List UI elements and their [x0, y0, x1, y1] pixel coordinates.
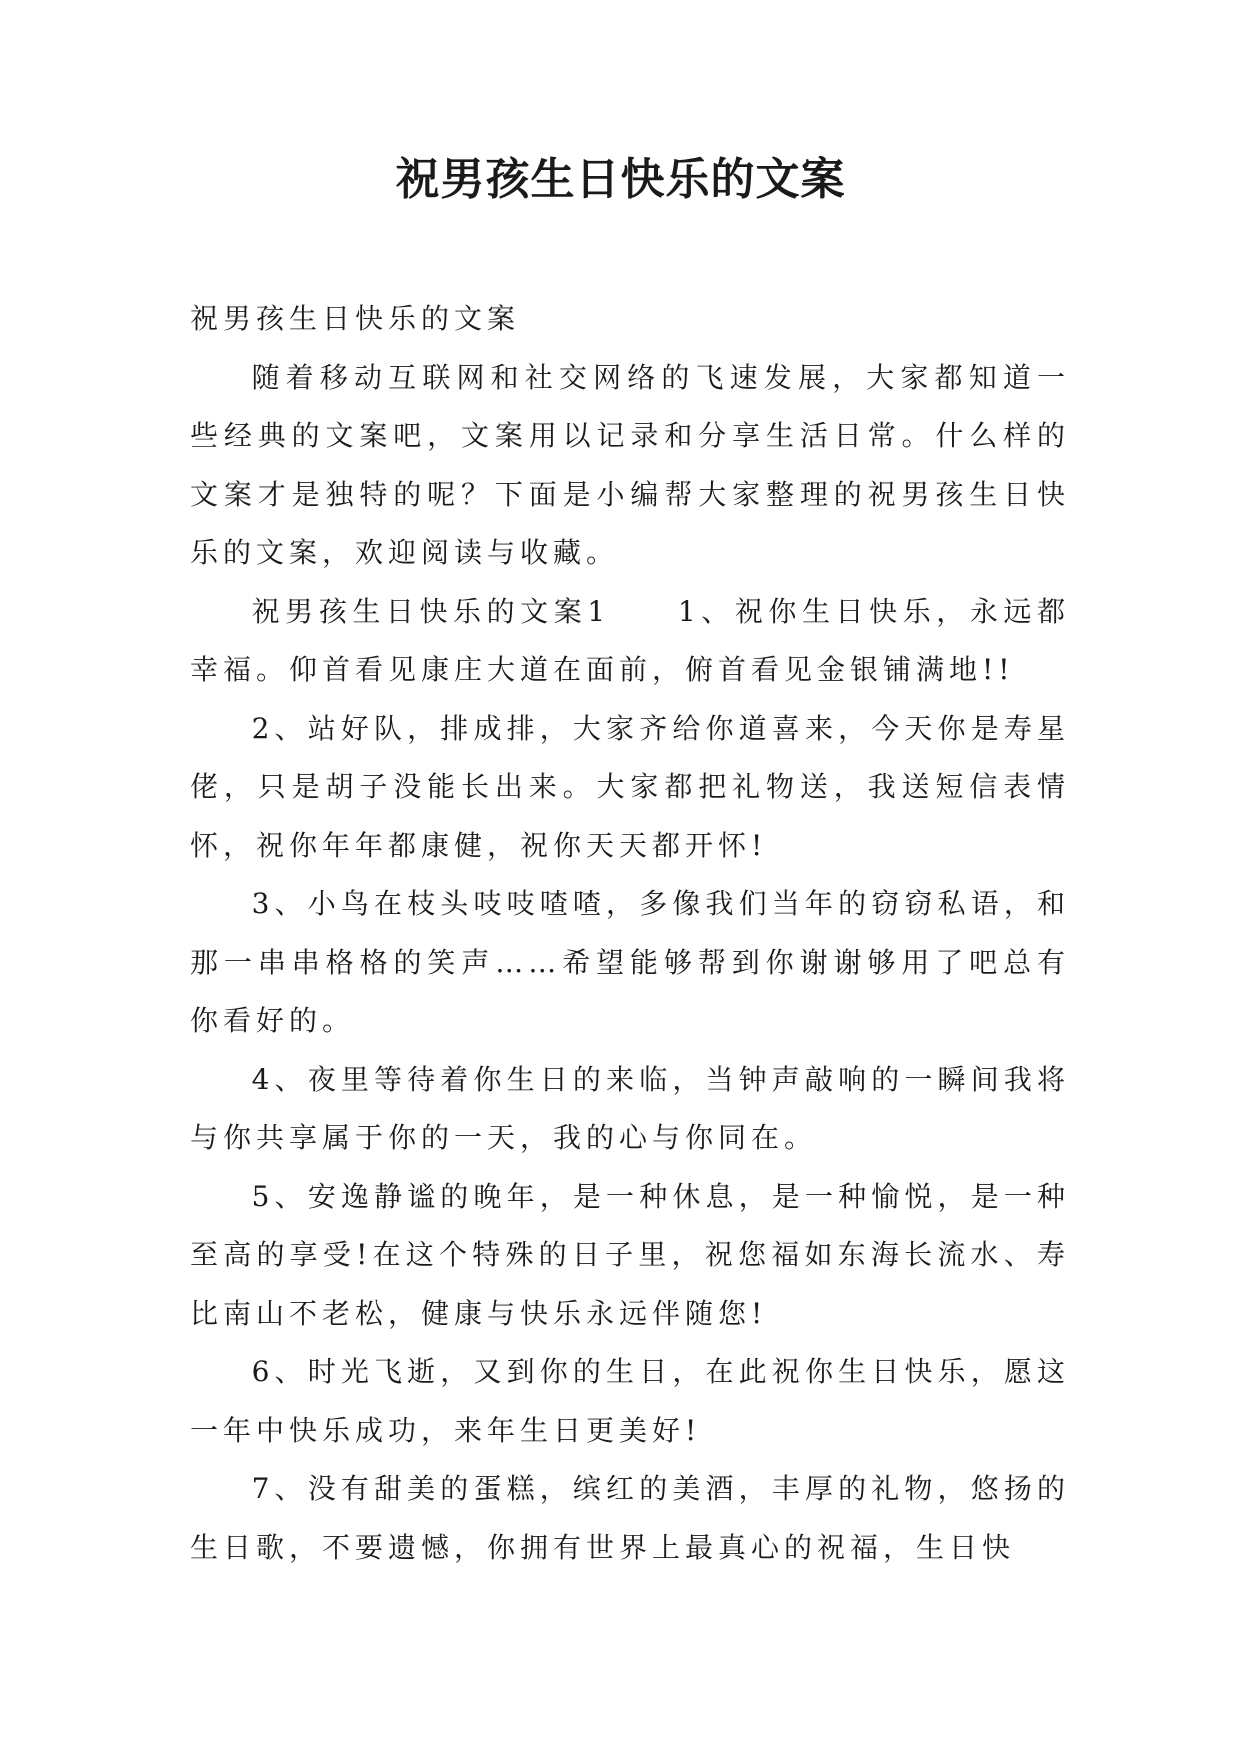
body-paragraph-item-2: 2、站好队，排成排，大家齐给你道喜来，今天你是寿星佬，只是胡子没能长出来。大家都把礼物送，我送短信表情怀，祝你年年都康健，祝你天天都开怀!	[190, 711, 1070, 862]
body-paragraph-intro: 随着移动互联网和社交网络的飞速发展，大家都知道一些经典的文案吧，文案用以记录和分享生活日常。什么样的文案才是独特的呢？下面是小编帮大家整理的祝男孩生日快乐的文案，欢迎阅读与收藏。	[190, 360, 1070, 569]
body-paragraph-item-3: 3、小鸟在枝头吱吱喳喳，多像我们当年的窃窃私语，和那一串串格格的笑声……希望能够帮到你谢谢够用了吧总有你看好的。	[190, 887, 1070, 1037]
body-paragraph-heading: 祝男孩生日快乐的文案	[190, 302, 521, 335]
document-title: 祝男孩生日快乐的文案	[395, 154, 846, 205]
body-paragraph-item-5: 5、安逸静谧的晚年，是一种休息，是一种愉悦，是一种至高的享受!在这个特殊的日子里，祝您福如东海长流水、寿比南山不老松，健康与快乐永远伴随您!	[190, 1179, 1070, 1330]
body-paragraph-item-1: 祝男孩生日快乐的文案1 1、祝你生日快乐，永远都幸福。仰首看见康庄大道在面前，俯首看见金银铺满地!!	[190, 594, 1070, 686]
body-paragraph-item-7: 7、没有甜美的蛋糕，缤红的美酒，丰厚的礼物，悠扬的生日歌，不要遗憾，你拥有世界上最真心的祝福，生日快	[190, 1472, 1070, 1564]
body-paragraph-item-4: 4、夜里等待着你生日的来临，当钟声敲响的一瞬间我将与你共享属于你的一天，我的心与你同在。	[190, 1062, 1070, 1154]
document-body	[190, 290, 1070, 1577]
body-paragraph-item-6: 6、时光飞逝，又到你的生日，在此祝你生日快乐，愿这一年中快乐成功，来年生日更美好!	[190, 1355, 1070, 1447]
